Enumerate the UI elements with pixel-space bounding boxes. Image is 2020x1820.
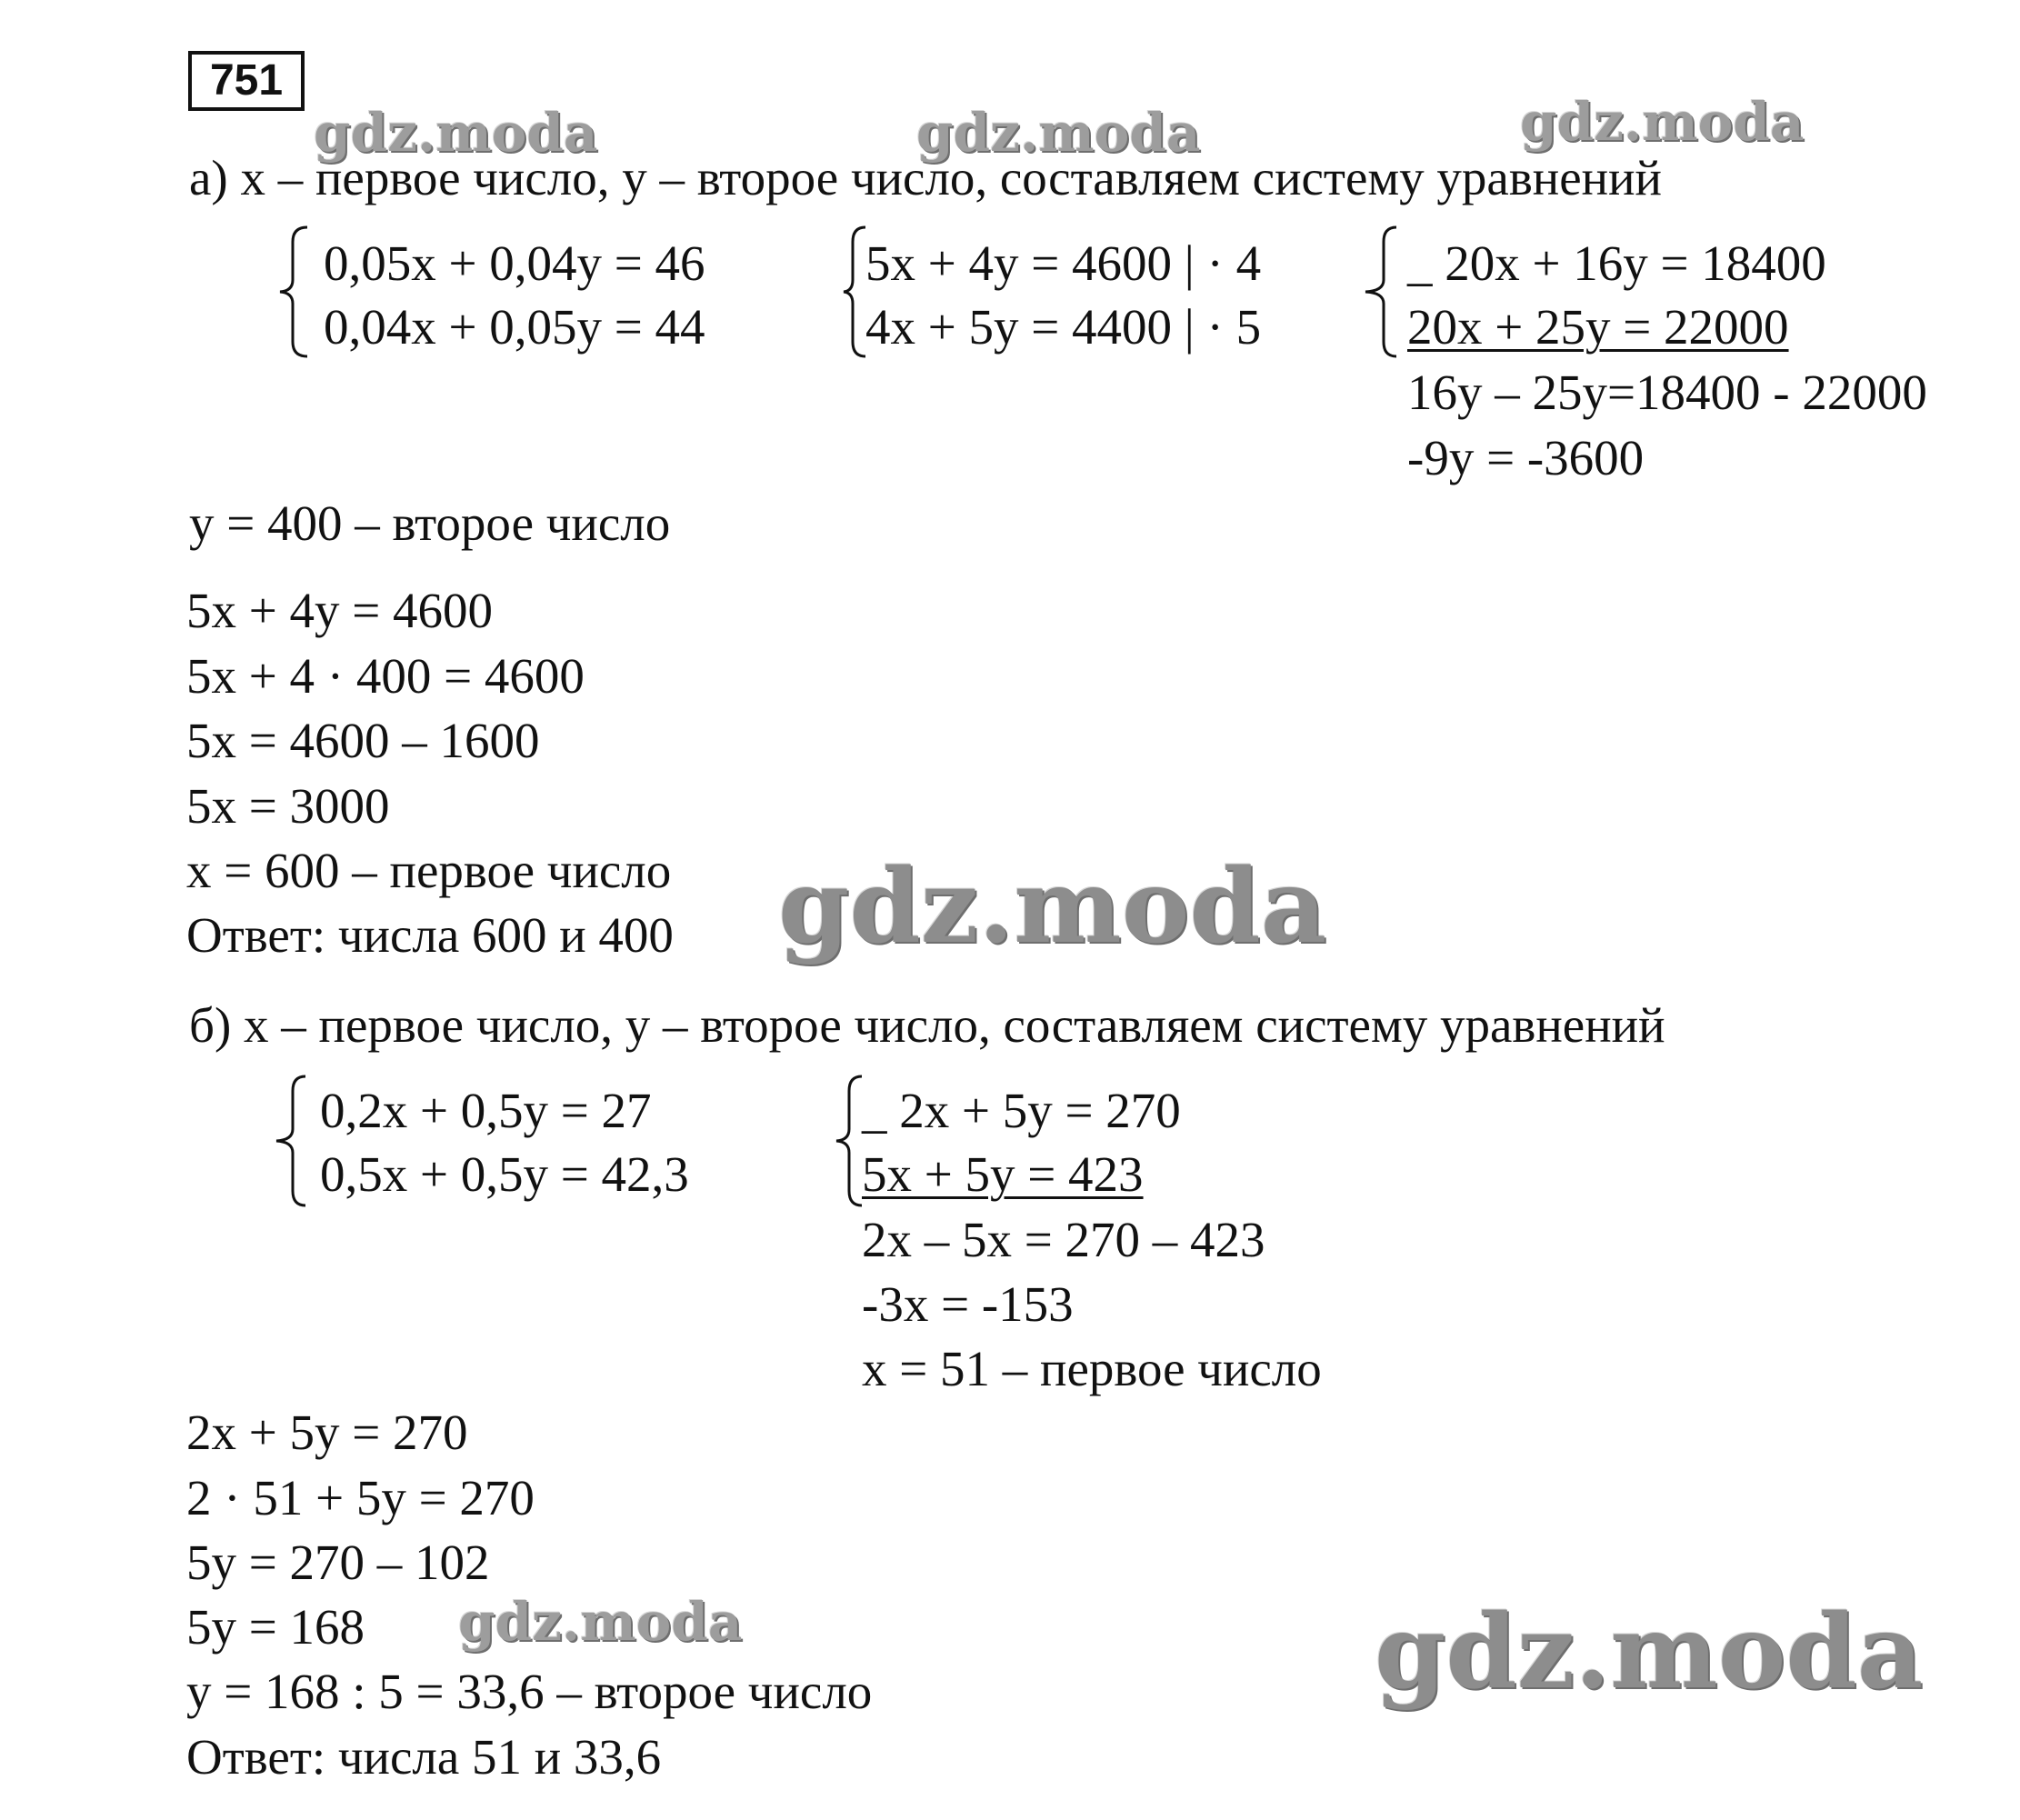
brace-b1: [271, 1073, 311, 1209]
brace-b2: [833, 1073, 865, 1209]
part-a-step: 5x + 4 · 400 = 4600: [186, 648, 585, 704]
part-b-system1-eq1: 0,2x + 0,5y = 27: [320, 1083, 652, 1138]
watermark-logo: gdz.moda: [314, 102, 598, 164]
part-b-step: 2 · 51 + 5y = 270: [186, 1470, 535, 1525]
part-a-y-result: y = 400 – второе число: [189, 495, 671, 551]
part-a-subtract-step1: 16y – 25y=18400 - 22000: [1407, 365, 1927, 420]
part-b-system1-eq2: 0,5x + 0,5y = 42,3: [320, 1146, 689, 1202]
watermark-logo: gdz.moda: [1375, 1593, 1924, 1712]
part-a-step: 5x = 4600 – 1600: [186, 713, 540, 768]
part-b-system2-eq1: _ 2x + 5y = 270: [862, 1083, 1181, 1138]
part-b-step: y = 168 : 5 = 33,6 – второе число: [186, 1664, 873, 1719]
part-a-step: 5x = 3000: [186, 778, 390, 834]
part-b-step: 5y = 168: [186, 1599, 365, 1655]
part-a-system3-eq1: _ 20x + 16y = 18400: [1407, 235, 1826, 291]
part-b-subtract-step2: -3x = -153: [862, 1276, 1074, 1332]
brace-a3: [1360, 224, 1400, 360]
part-b-system2-eq2: 5x + 5y = 423: [862, 1146, 1144, 1202]
part-b-step: 5y = 270 – 102: [186, 1535, 490, 1590]
part-a-system1-eq1: 0,05x + 0,04y = 46: [324, 235, 705, 291]
part-a-system3-eq2: 20x + 25y = 22000: [1407, 299, 1789, 355]
part-b-answer: Ответ: числа 51 и 33,6: [186, 1729, 662, 1785]
part-b-intro: б) x – первое число, y – второе число, составляем систему уравнений: [189, 997, 1665, 1053]
watermark-logo: gdz.moda: [778, 847, 1327, 966]
part-b-subtract-step3: x = 51 – первое число: [862, 1341, 1322, 1396]
part-a-intro: а) x – первое число, y – второе число, составляем систему уравнений: [189, 150, 1662, 205]
part-a-answer: Ответ: числа 600 и 400: [186, 907, 674, 963]
task-number: 751: [188, 51, 305, 111]
part-a-step: 5x + 4y = 4600: [186, 583, 494, 638]
part-a-system2-eq2: 4x + 5y = 4400 | · 5: [865, 299, 1262, 355]
part-b-subtract-step1: 2x – 5x = 270 – 423: [862, 1212, 1265, 1267]
brace-a1: [275, 224, 311, 360]
part-a-system2-eq1: 5x + 4y = 4600 | · 4: [865, 235, 1262, 291]
part-b-step: 2x + 5y = 270: [186, 1405, 468, 1460]
watermark-logo: gdz.moda: [458, 1591, 743, 1653]
watermark-logo: gdz.moda: [916, 102, 1201, 164]
part-a-subtract-step2: -9y = -3600: [1407, 430, 1645, 485]
part-a-system1-eq2: 0,04x + 0,05y = 44: [324, 299, 705, 355]
watermark-logo: gdz.moda: [1520, 91, 1805, 153]
part-a-step: x = 600 – первое число: [186, 843, 672, 898]
